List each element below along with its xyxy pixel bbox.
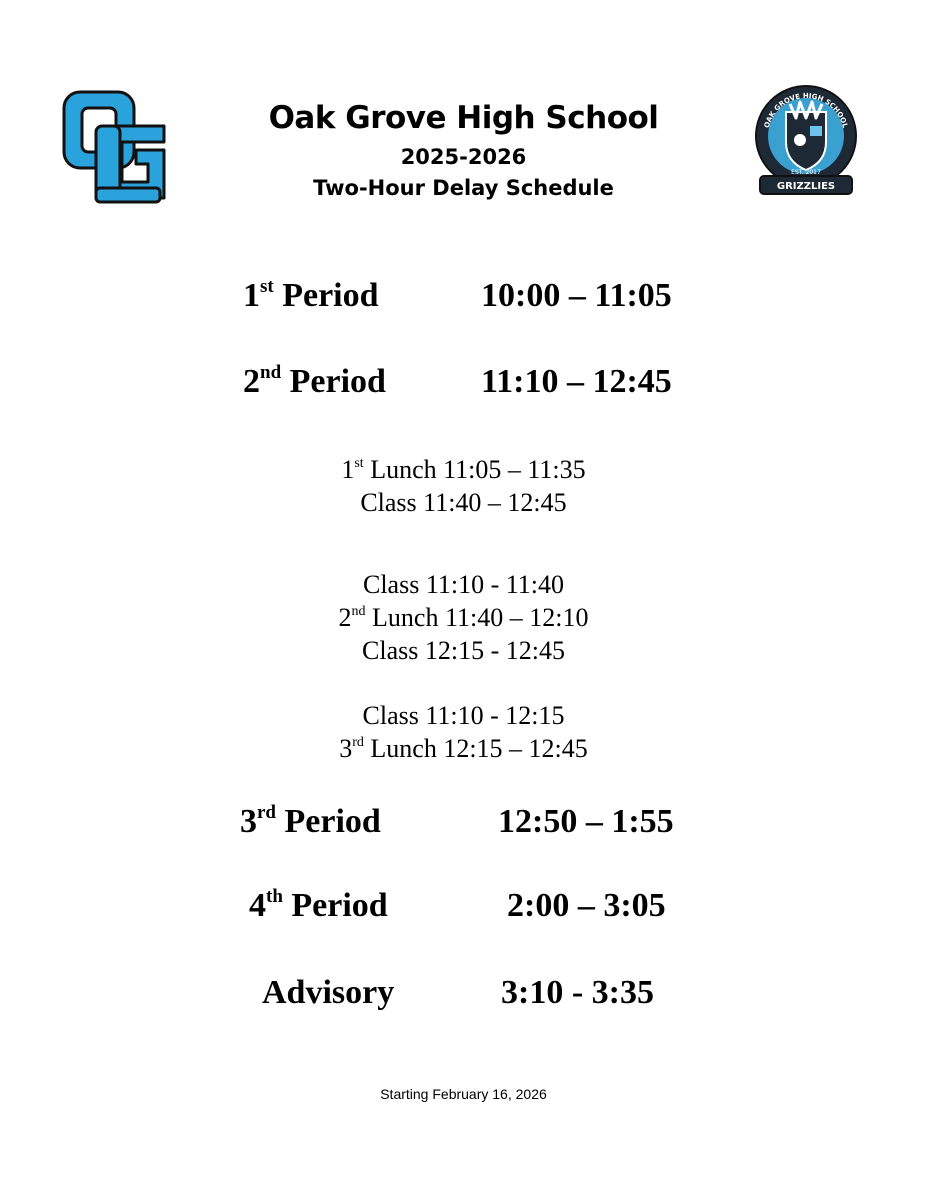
lunch-3-line: 3rd Lunch 12:15 – 12:45 [339, 734, 588, 763]
lunch-1-class: Class 11:40 – 12:45 [360, 488, 567, 517]
period-4-time: 2:00 – 3:05 [507, 887, 666, 924]
lunch-2-class-after: Class 12:15 - 12:45 [362, 636, 565, 665]
start-date-note: Starting February 16, 2026 [380, 1086, 547, 1102]
lunch-2-class-before: Class 11:10 - 11:40 [362, 570, 565, 599]
period-2-time: 11:10 – 12:45 [481, 363, 672, 400]
advisory-time: 3:10 - 3:35 [501, 974, 654, 1011]
advisory-label: Advisory [262, 974, 395, 1011]
period-1-label: 1st Period [243, 276, 379, 314]
period-1-time: 10:00 – 11:05 [481, 277, 672, 314]
school-name: Oak Grove High School [268, 100, 659, 136]
schedule-title: Two-Hour Delay Schedule [313, 176, 614, 200]
period-3-label: 3rd Period [240, 802, 381, 840]
crest-arc-text: OAK GROVE HIGH SCHOOL [762, 91, 850, 129]
lunch-3-class: Class 11:10 - 12:15 [362, 701, 565, 730]
crest-est-text: EST. 2017 [791, 169, 821, 176]
crest-banner-text: GRIZZLIES [776, 181, 836, 192]
period-3-time: 12:50 – 1:55 [498, 803, 674, 840]
period-2-label: 2nd Period [243, 362, 386, 400]
lunch-1-line: 1st Lunch 11:05 – 11:35 [341, 455, 586, 484]
period-4-label: 4th Period [249, 886, 388, 924]
school-year: 2025-2026 [400, 145, 527, 169]
grizzlies-crest-logo [752, 82, 860, 210]
lunch-2-line: 2nd Lunch 11:40 – 12:10 [338, 603, 589, 632]
